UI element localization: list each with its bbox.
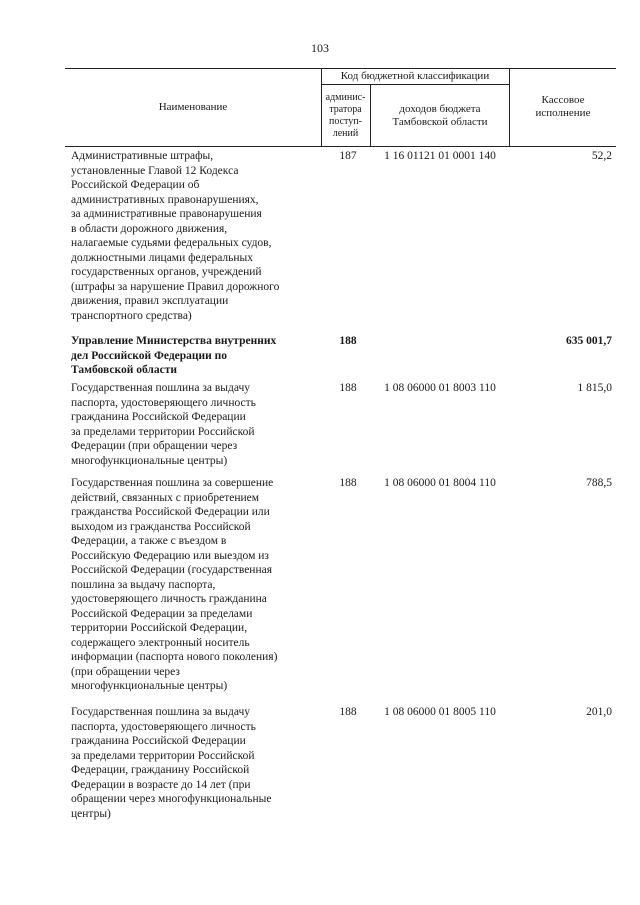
- row-name-line: содержащего электронный носитель: [71, 636, 250, 649]
- row-name: [71, 334, 316, 378]
- row-name-line: пошлина за выдачу паспорта,: [71, 578, 216, 591]
- row-name: [71, 705, 316, 821]
- row-name-line: за пределами территории Российской: [71, 425, 255, 438]
- row-amount: 788,5: [586, 477, 612, 489]
- row-name-line: движения, правил эксплуатации: [71, 295, 229, 307]
- row-name-line: Тамбовской области: [71, 364, 178, 376]
- row-admin-code: 187: [339, 150, 357, 162]
- header-execution-line: Кассовое: [541, 94, 585, 106]
- row-name-line: (при обращении через: [71, 665, 180, 678]
- row-name-line: за административные правонарушения: [71, 208, 262, 220]
- page-number: 103: [311, 41, 329, 55]
- row-name-line: установленные Главой 12 Кодекса: [71, 164, 239, 177]
- header-income: [371, 85, 509, 146]
- row-name-line: в области дорожного движения,: [71, 222, 228, 235]
- row-name-line: центры): [71, 807, 111, 820]
- row-name-line: Федерации (при обращении через: [71, 440, 238, 452]
- row-amount: 52,2: [591, 150, 612, 162]
- row-name-line: многофункциональные центры): [71, 454, 228, 467]
- row-name-line: выходом из гражданства Российской: [71, 520, 251, 533]
- row-name-line: Федерации, а также с въездом в: [71, 535, 227, 547]
- row-name-line: налагаемые судьями федеральных судов,: [71, 237, 272, 249]
- row-name-line: паспорта, удостоверяющего личность: [71, 720, 256, 733]
- row-admin-code: 188: [339, 382, 357, 394]
- row-amount: 635 001,7: [566, 335, 612, 347]
- row-income-code: 1 08 06000 01 8005 110: [384, 706, 496, 718]
- header-code-group: Код бюджетной классификации: [340, 69, 490, 82]
- row-name: [71, 476, 316, 694]
- header-admin: [321, 85, 370, 146]
- row-amount: 201,0: [586, 706, 612, 718]
- header-admin-line: тратора: [329, 103, 362, 115]
- header-execution-line: исполнение: [535, 107, 591, 119]
- row-name-line: территории Российской Федерации,: [71, 622, 248, 634]
- row-name-line: гражданства Российской Федерации или: [71, 506, 270, 518]
- row-name-line: Российской Федерации об: [71, 179, 200, 191]
- row-name-line: обращении через многофункциональные: [71, 793, 272, 805]
- row-name: [71, 149, 316, 323]
- header-admin-line: лений: [332, 127, 359, 139]
- row-name-line: Российскую Федерацию или выездом из: [71, 549, 269, 562]
- header-income-line: Тамбовской области: [392, 115, 488, 128]
- header-name: Наименование: [158, 100, 228, 113]
- header-admin-line: админис-: [325, 91, 366, 103]
- row-name-line: Федерации в возрасте до 14 лет (при: [71, 778, 251, 791]
- row-name-line: Административные штрафы,: [71, 150, 214, 162]
- row-name-line: информации (паспорта нового поколения): [71, 651, 278, 663]
- row-name-line: Государственная пошлина за совершение: [71, 477, 274, 489]
- row-income-code: 1 08 06000 01 8003 110: [384, 382, 496, 394]
- header-bottom-border: [65, 146, 616, 147]
- header-income-line: доходов бюджета: [399, 102, 481, 115]
- row-name-line: государственных органов, учреждений: [71, 266, 262, 278]
- header-admin-line: поступ-: [329, 115, 362, 127]
- row-name-line: должностными лицами федеральных: [71, 251, 254, 264]
- row-admin-code: 188: [339, 706, 357, 718]
- row-name-line: паспорта, удостоверяющего личность: [71, 396, 256, 409]
- row-name-line: Управление Министерства внутренних: [71, 335, 277, 347]
- row-name-line: за пределами территории Российской: [71, 749, 255, 762]
- row-name-line: удостоверяющего личность гражданина: [71, 593, 267, 605]
- row-name-line: Государственная пошлина за выдачу: [71, 382, 251, 394]
- row-amount: 1 815,0: [577, 382, 612, 394]
- row-name-line: дел Российской Федерации по: [71, 349, 228, 362]
- row-name-line: административных правонарушениях,: [71, 193, 259, 206]
- row-name-line: Государственная пошлина за выдачу: [71, 706, 251, 718]
- row-name-line: (штрафы за нарушение Правил дорожного: [71, 280, 280, 293]
- row-name-line: гражданина Российской Федерации: [71, 735, 246, 747]
- row-name-line: Российской Федерации (государственная: [71, 564, 273, 576]
- row-admin-code: 188: [339, 335, 357, 347]
- row-name-line: действий, связанных с приобретением: [71, 491, 260, 504]
- row-name-line: транспортного средства): [71, 309, 192, 322]
- header-execution: [510, 68, 616, 146]
- row-name-line: Федерации, гражданину Российской: [71, 764, 250, 776]
- table-header: [65, 68, 616, 147]
- row-admin-code: 188: [339, 477, 357, 489]
- row-name-line: гражданина Российской Федерации: [71, 411, 246, 423]
- row-name-line: Российской Федерации за пределами: [71, 607, 253, 620]
- row-name-line: многофункциональные центры): [71, 680, 228, 692]
- row-income-code: 1 16 01121 01 0001 140: [384, 150, 496, 162]
- row-income-code: 1 08 06000 01 8004 110: [384, 477, 496, 489]
- row-name: [71, 381, 316, 468]
